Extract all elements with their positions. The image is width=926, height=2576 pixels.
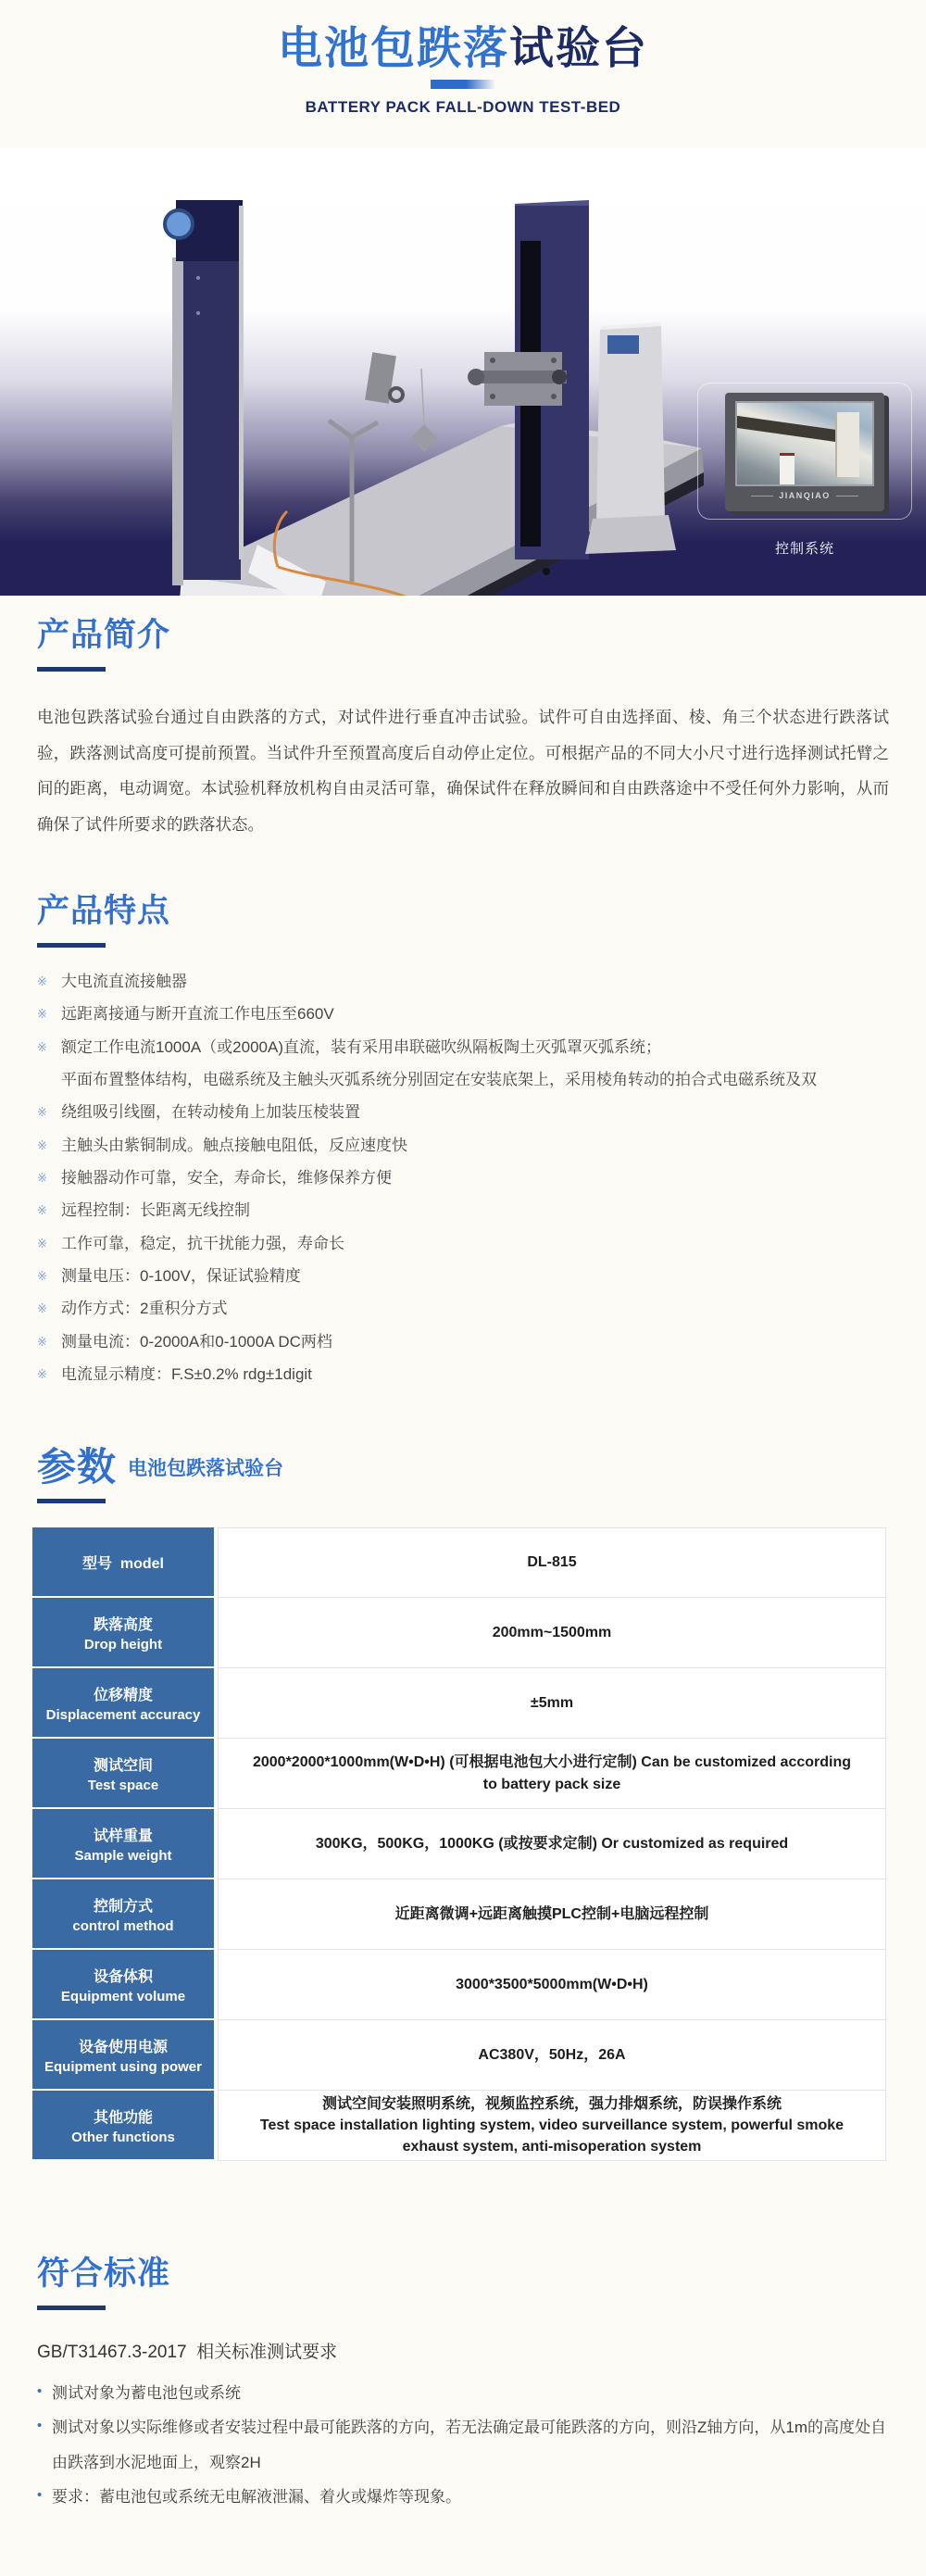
row-value-text: 测试空间安装照明系统，视频监控系统，强力排烟系统，防误操作系统: [321, 2095, 782, 2112]
row-label-en: Equipment using power: [44, 2058, 202, 2075]
feature-bullet-icon: ※: [37, 1171, 47, 1186]
table-row: [32, 1809, 886, 1879]
machine-illustration: [0, 148, 926, 596]
table-row: [32, 1668, 886, 1739]
row-label-en: Drop height: [83, 1636, 163, 1652]
section-params: [37, 1443, 889, 2162]
standard-text: 测试对象为蓄电池包或系统: [52, 2383, 241, 2402]
feature-bullet-icon: ※: [37, 1105, 47, 1120]
heading-rule: [37, 2306, 106, 2310]
row-value: [218, 2020, 886, 2091]
row-value-text: 300KG，500KG，1000KG (或按要求定制) Or customized as required: [315, 1835, 789, 1852]
section-features: [37, 891, 889, 1383]
header: [0, 0, 926, 148]
row-value: [218, 1809, 886, 1879]
params-heading-text: 参数: [37, 1444, 118, 1489]
feature-text: 测量电流：0-2000A和0-1000A DC两档: [61, 1332, 332, 1351]
feature-bullet-icon: ※: [37, 1367, 47, 1382]
table-row: [32, 2091, 886, 2161]
feature-item: [37, 1039, 889, 1056]
hmi-brand: JIANQIAO: [779, 491, 831, 500]
feature-bullet-icon: ※: [37, 1137, 47, 1152]
bullet-icon: •: [37, 2418, 43, 2434]
heading-rule: [37, 667, 106, 672]
row-label-cn: 测试空间: [93, 1757, 153, 1774]
intro-paragraph: 电池包跌落试验台通过自由跌落的方式，对试件进行垂直冲击试验。试件可自由选择面、棱、角三个状态进行跌落试验，跌落测试高度可提前预置。当试件升至预置高度后自动停止定位。可根据产品的不同大小尺寸进行选择测试托臂之间的距离，电动调宽。本试验机释放机构自由灵活可靠，确保试件在释放瞬间和自由跌落途中不受任何外力影响，从而确保了试件所要求的跌落状态。: [37, 707, 889, 835]
row-label-cn: 设备体积: [93, 1968, 153, 1985]
list-item: [37, 2376, 889, 2410]
row-label: [32, 2091, 214, 2161]
row-label: [32, 1598, 214, 1668]
row-value-text: 2000*2000*1000mm(W•D•H) (可根据电池包大小进行定制) Can be customized according to battery pack size: [252, 1754, 852, 1792]
photo-roof-beam: [735, 415, 850, 444]
row-label-cn: 位移精度: [93, 1687, 153, 1703]
feature-bullet-icon: ※: [37, 1203, 47, 1218]
feature-bullet-icon: ※: [37, 974, 47, 988]
section-standards: [37, 2254, 889, 2514]
feature-bullet-icon: ※: [37, 1269, 47, 1284]
row-value: [218, 1668, 886, 1739]
table-row: [32, 1739, 886, 1809]
row-label-cn: 控制方式: [93, 1898, 153, 1915]
row-label-cn: 设备使用电源: [78, 2039, 168, 2055]
feature-item: [37, 1104, 889, 1121]
row-label: [32, 1879, 214, 1950]
row-value: [218, 1739, 886, 1809]
feature-item-continuation: [37, 1072, 889, 1088]
inset-caption: 控制系统: [774, 541, 834, 557]
feature-text: 工作可靠，稳定，抗干扰能力强，寿命长: [61, 1234, 344, 1252]
hero-section: [0, 148, 926, 596]
feature-text: 测量电压：0-100V，保证试验精度: [61, 1267, 301, 1286]
row-value: [218, 1598, 886, 1668]
table-row: [32, 2020, 886, 2091]
hmi-screen: [735, 401, 874, 486]
page-title: [0, 23, 926, 74]
intro-heading: 产品简介: [37, 617, 171, 653]
title-highlight: 电池包跌落: [277, 24, 509, 73]
row-label-en: control method: [72, 1917, 174, 1934]
row-label-en: Test space: [87, 1777, 159, 1793]
list-item: [37, 2480, 889, 2514]
feature-item: [37, 974, 889, 990]
row-value-text: 200mm~1500mm: [492, 1624, 612, 1640]
list-item: [37, 2410, 889, 2480]
section-intro: [37, 596, 889, 843]
row-label: [32, 1739, 214, 1809]
feature-text: 大电流直流接触器: [61, 972, 187, 990]
hmi-panel: [725, 393, 884, 511]
feature-text: 远距离接通与断开直流工作电压至660V: [61, 1005, 334, 1024]
row-label-cn: 跌落高度: [93, 1616, 153, 1633]
feature-bullet-icon: ※: [37, 1334, 47, 1349]
standards-list: [37, 2376, 889, 2515]
feature-text: 平面布置整体结构，电磁系统及主触头灭弧系统分别固定在安装底架上，采用棱角转动的拍合式电磁系统及双: [61, 1070, 817, 1088]
row-label-en: Other functions: [71, 2129, 175, 2145]
feature-item: [37, 1170, 889, 1187]
standard-text: 测试对象以实际维修或者安装过程中最可能跌落的方向，若无法确定最可能跌落的方向，则沿Z轴方向，从1m的高度处自由跌落到水泥地面上，观察2H: [52, 2419, 886, 2471]
control-panel-inset: [697, 383, 912, 520]
row-label: [32, 1950, 214, 2020]
table-row: [32, 1598, 886, 1668]
params-heading: [37, 1443, 889, 1492]
row-label-en: Displacement accuracy: [45, 1706, 201, 1723]
features-heading: 产品特点: [37, 893, 171, 930]
row-value: [218, 1950, 886, 2020]
standards-heading: 符合标准: [37, 2256, 171, 2293]
feature-item: [37, 1334, 889, 1351]
bullet-icon: •: [37, 2486, 43, 2503]
feature-text: 主触头由紫铜制成。触点接触电阻低，反应速度快: [61, 1136, 407, 1154]
heading-rule: [37, 943, 106, 948]
bullet-icon: •: [37, 2382, 43, 2399]
params-subheading: 电池包跌落试验台: [128, 1457, 284, 1479]
feature-item: [37, 1006, 889, 1023]
row-label: [32, 1668, 214, 1739]
standard-text: 要求：蓄电池包或系统无电解液泄漏、着火或爆炸等现象。: [52, 2487, 461, 2506]
feature-bullet-icon: ※: [37, 1236, 47, 1250]
row-label-cn: 型号 model: [81, 1555, 164, 1572]
clamp-assembly: [468, 352, 567, 406]
row-value-text: ±5mm: [530, 1694, 574, 1711]
row-value-text-en: Test space installation lighting system, video surveillance system, powerful smoke exhaust system, anti-misoperation system: [259, 2117, 845, 2155]
table-row: [32, 1879, 886, 1950]
feature-bullet-icon: ※: [37, 1007, 47, 1022]
row-value-text: 3000*3500*5000mm(W•D•H): [456, 1976, 648, 1992]
params-table: [32, 1527, 886, 2161]
feature-text: 接触器动作可靠，安全，寿命长，维修保养方便: [61, 1169, 392, 1187]
feature-text: 额定工作电流1000A（或2000A)直流，装有采用串联磁吹纵隔板陶土灭弧罩灭弧系统；: [61, 1037, 661, 1056]
feature-bullet-icon: ※: [37, 1039, 47, 1054]
photo-doorway: [780, 453, 795, 484]
row-label: [32, 1809, 214, 1879]
row-value-text: DL-815: [527, 1554, 577, 1571]
feature-list: [37, 974, 889, 1384]
title-rest: 试验台: [509, 24, 649, 73]
feature-text: 动作方式：2重积分方式: [61, 1300, 228, 1318]
standards-intro: GB/T31467.3-2017 相关标准测试要求: [37, 2342, 338, 2362]
feature-bullet-icon: ※: [37, 1301, 47, 1316]
table-row: [32, 1950, 886, 2020]
left-tower: [165, 200, 244, 585]
page-subtitle: BATTERY PACK FALL-DOWN TEST-BED: [305, 98, 621, 117]
row-value: [218, 1879, 886, 1950]
feature-text: 远程控制：长距离无线控制: [61, 1201, 250, 1220]
hmi-brand-row: [735, 491, 874, 500]
row-label-en: Sample weight: [74, 1847, 172, 1864]
row-value: [218, 2091, 886, 2161]
row-label-cn: 其他功能: [93, 2109, 153, 2126]
row-label: [32, 2020, 214, 2091]
feature-text: 绕组吸引线圈，在转动棱角上加装压棱装置: [61, 1103, 360, 1122]
title-underline: [431, 80, 495, 89]
console: [585, 322, 676, 554]
feature-item: [37, 1137, 889, 1154]
row-value-text: 近距离微调+远距离触摸PLC控制+电脑远程控制: [394, 1905, 709, 1922]
row-label-en: Equipment volume: [60, 1988, 186, 2004]
release-hook: [365, 352, 437, 452]
table-row: [32, 1527, 886, 1598]
photo-building: [835, 412, 859, 477]
row-label: [32, 1527, 214, 1598]
feature-item: [37, 1268, 889, 1285]
heading-rule: [37, 1499, 106, 1503]
feature-item: [37, 1236, 889, 1252]
row-label-cn: 试样重量: [93, 1828, 153, 1844]
row-value-text: AC380V，50Hz，26A: [478, 2046, 626, 2063]
feature-item: [37, 1366, 889, 1383]
row-value: [218, 1527, 886, 1598]
feature-item: [37, 1301, 889, 1317]
feature-item: [37, 1202, 889, 1219]
feature-text: 电流显示精度：F.S±0.2% rdg±1digit: [61, 1365, 312, 1384]
